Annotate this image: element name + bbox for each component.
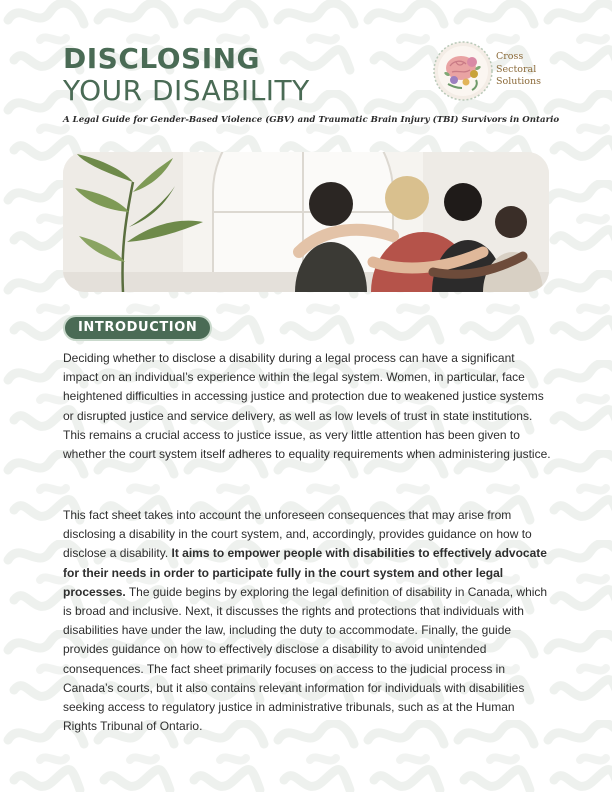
paragraph-2-bold-text: It aims to empower people with disabilities to effectively advocate for their needs in order to participate fully in the court system and other legal processes.	[63, 546, 547, 599]
logo-wordmark	[496, 51, 541, 89]
group-hug-illustration	[63, 152, 549, 292]
intro-paragraph-2	[63, 506, 551, 736]
intro-paragraph-1: Deciding whether to disclose a disability during a legal process can have a significant impact on an individual’s experience within the legal system. Women, in particular, face heightened difficulties in accessing justice and protection due to weakened justice systems or disrupted justice and service delivery, as well as low levels of trust in state institutions. This remains a crucial access to justice issue, as very little attention has been given to whether the court system itself adheres to equality requirements when administering justice.	[63, 351, 551, 462]
hero-photo-group-hug	[63, 152, 549, 292]
logo-line: Solutions	[496, 76, 541, 87]
cross-sectoral-solutions-logo	[432, 40, 552, 102]
subtitle: A Legal Guide for Gender-Based Violence (GBV) and Traumatic Brain Injury (TBI) Survivors in Ontario	[63, 115, 560, 125]
logo-line: Sectoral	[496, 63, 537, 75]
logo-line: Cross	[496, 51, 524, 62]
paragraph-2-text-a: This fact sheet takes into account the unforeseen consequences that may arise from disclosing a disability in the court system, and, accordingly, provides guidance on how to disclose a disability.	[63, 508, 532, 561]
paragraph-2-text-b: The guide begins by exploring the legal definition of disability in Canada, which is broad and inclusive. Next, it discusses the rights and protections that individuals with disabilities have under the law, including the duty to accommodate. Finally, the guide provides guidance on how to effectively disclose a disability to avoid unintended consequences. The fact sheet primarily focuses on access to the judicial process in Canada’s courts, but it also contains relevant information for individuals with disabilities seeking access to regulatory justice in administrative tribunals, such as at the Human Rights Tribunal of Ontario.	[63, 584, 548, 734]
title-line-2: YOUR DISABILITY	[63, 74, 310, 107]
floral-brain-logo-icon	[432, 40, 494, 102]
section-heading-introduction: INTRODUCTION	[63, 315, 212, 341]
title-line-1: DISCLOSING	[63, 42, 261, 75]
